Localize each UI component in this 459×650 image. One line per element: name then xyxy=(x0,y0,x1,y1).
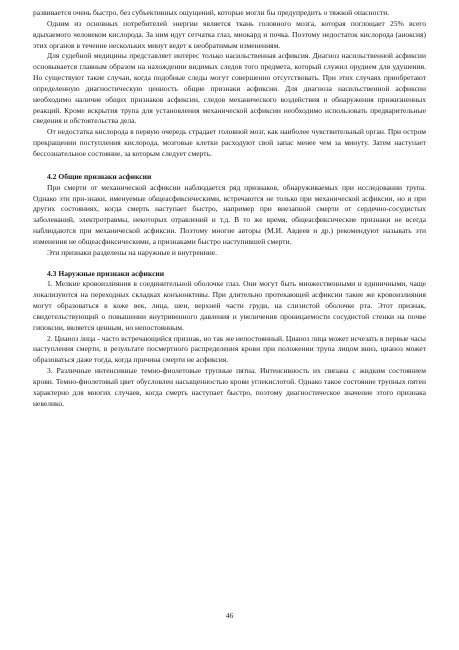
section-4-2-paragraph-division: Эти признаки разделены на наружные и внутренние. xyxy=(47,247,218,257)
intro-paragraph-oxygen-deficit: От недостатка кислорода в первую очередь страдает головной мозг, как наиболее чувствительный орган. При остром прекращении поступления кислорода, мозговые клетки расходуют свой запас менее чем за минуту. Затем наступает бессознательное состояние, за которым следует смерть. xyxy=(33,127,426,158)
spacer xyxy=(33,160,426,172)
section-4-3-item-livor-spots: 3. Различные интенсивные темно-фиолетовые трупные пятна. Интенсивность их связана с жидким состоянием крови. Темно-фиолетовый цвет обусловлен насыщенностью крови углекислотой. Однако такое состояние трупных пятен характерно для многих случаев, когда смерть наступает быстро, поэтому диагностическое значение этого признака невелико. xyxy=(33,366,426,408)
section-heading-4-3: 4.3 Наружные признаки асфиксии xyxy=(47,268,165,278)
section-4-2-paragraph-signs: При смерти от механической асфиксии наблюдается ряд признаков, обнаруживаемых при исследовании трупа. Однако эти при-знаки, именуемые общеасфиксическими, встречаются не только при механической асфиксии, но и при других состояниях, когда смерть наступает быстро, например при внезапной смерти от сердечно-сосудистых заболеваний, электротравмы, некоторых отравлений и т.д. В то же время, общеасфиксические признаки не всегда наблюдаются при механической асфиксии. Поэтому многие авторы (М.И. Авдеев и др.) рекомендуют называть эти изменения не общеасфиксическими, а признаками быстро наступившей смерти. xyxy=(33,182,426,246)
section-4-3-item-hemorrhages: 1. Мелкие кровоизлияния в соединительной оболочке глаз. Они могут быть множественными и единичными, чаще локализуются на переходных складках конъюнктивы. При длительно протекающей асфиксии такие же кровоизлияния могут образоваться в коже век, лица, шеи, верхней части груди, на слизистой оболочке рта. Этот признак, свидетельствующий о повышении внутривенного давления и увеличения проницаемости сосудистой стенки на почве гипоксии, является ценным, но непостоянным. xyxy=(33,279,426,332)
intro-paragraph-continuation: развивается очень быстро, без субъективных ощущений, которые могли бы предупредить о тяжкой опасности. xyxy=(33,8,390,17)
document-page xyxy=(33,8,426,410)
intro-paragraph-violent-asphyxia: Для судебной медицины представляет интерес только насильственная асфиксия. Диагноз насильственной асфиксии основывается главным образом на нахождении видимых следов того предмета, который служил орудием для удушения. Но существуют такие случаи, когда подобные следы могут совершенно отсутствовать. При этих случаях приобретают определенную диагностическую ценность общие признаки асфиксии. Для диагноза насильственной асфиксии необходимо наличие общих признаков асфиксии, следов механического воздействия и обнаружения прижизненных реакций. Кроме вскрытия трупа для установления механической асфиксии необходимо использовать предварительные сведения и обстоятельства дела. xyxy=(33,51,426,126)
page-number: 46 xyxy=(225,611,234,620)
spacer xyxy=(33,259,426,269)
intro-paragraph-brain-oxygen: Одним из основных потребителей энергии является ткань головного мозга, которая поглощает 25% всего вдыхаемого человеком кислорода. За ним идут сетчатка глаз, миокард и почка. Поэтому недостаток кислорода (аноксия) этих органов в течение нескольких минут ведет к необратимым изменениям. xyxy=(33,18,426,50)
section-heading-4-2: 4.2 Общие признаки асфиксии xyxy=(47,171,152,181)
section-4-3-item-cyanosis: 2. Цианоз лица - часто встречающийся признак, но так же непостоянный. Цианоз лица может исчезать в первые часы наступления смерти, в результате посмертного распределения крови при положении трупа лицом вниз, цианоз может образоваться даже тогда, когда причина смерти не асфиксия. xyxy=(33,333,426,365)
